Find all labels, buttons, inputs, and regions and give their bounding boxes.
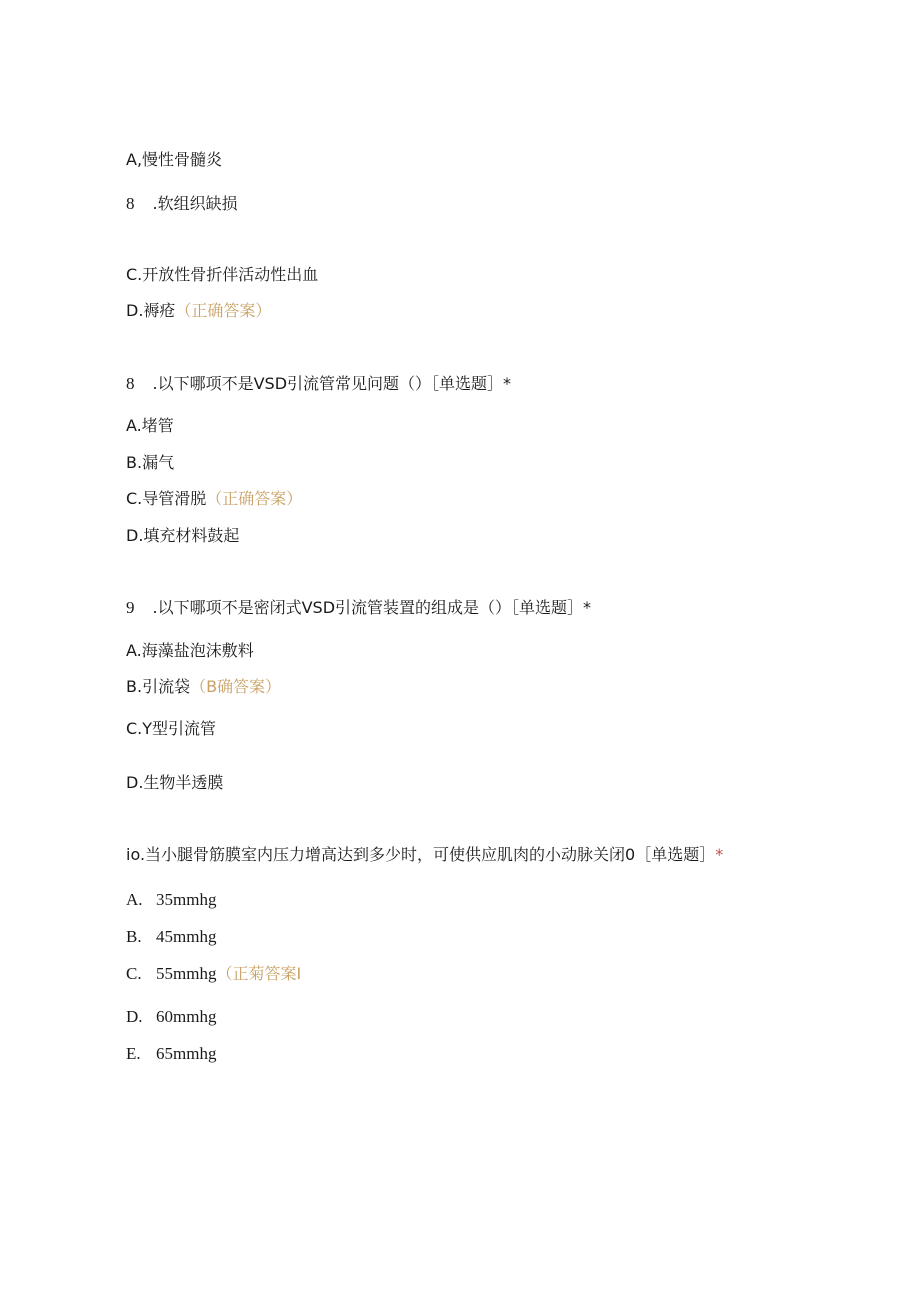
q8-option-b [126, 453, 174, 473]
q9-option-c [126, 719, 216, 739]
q7-option-c [126, 265, 318, 285]
correct-answer-mark: （正确答案） [175, 301, 272, 320]
option-label: B.引流袋 [126, 677, 191, 696]
q9-option-b [126, 677, 281, 697]
q9-option-d [126, 773, 223, 793]
q7-option-a [126, 150, 222, 170]
question-text: .以下哪项不是密闭式VSD引流管装置的组成是（）［单选题］ [152, 598, 584, 617]
option-number: 8 [126, 194, 135, 213]
option-value: 60mmhg [156, 1007, 217, 1026]
q8-option-c [126, 489, 302, 509]
option-label: D.褥疮 [126, 301, 176, 320]
question-number: 8 [126, 374, 135, 393]
q10-option-b [126, 927, 216, 947]
option-label: C.导管滑脱 [126, 489, 207, 508]
q10-option-c [126, 964, 301, 984]
option-letter: A. [126, 890, 143, 909]
q9-option-a [126, 641, 254, 661]
option-label: C.Y型引流管 [126, 719, 217, 738]
correct-answer-mark: （正确答案） [206, 489, 303, 508]
option-letter: E. [126, 1044, 141, 1063]
required-star: * [583, 598, 592, 617]
q10-stem [126, 845, 723, 865]
required-star: * [503, 374, 512, 393]
option-label: A.海藻盐泡沫敷料 [126, 641, 254, 660]
option-label: C.开放性骨折伴活动性出血 [126, 265, 319, 284]
option-value: 35mmhg [156, 890, 217, 909]
q10-option-d [126, 1007, 216, 1027]
option-label: D.填充材料鼓起 [126, 526, 240, 545]
option-label: A.堵管 [126, 416, 174, 435]
option-value: 65mmhg [156, 1044, 217, 1063]
option-label: B.漏气 [126, 453, 175, 472]
option-value: 55mmhg [156, 964, 217, 983]
correct-answer-mark: （B确答案） [190, 677, 282, 696]
q7-option-b [126, 194, 238, 214]
option-value: 45mmhg [156, 927, 217, 946]
q10-option-e [126, 1044, 216, 1064]
q8-stem [126, 374, 511, 394]
q10-option-a [126, 890, 216, 910]
option-letter: D. [126, 1007, 143, 1026]
q7-option-d [126, 301, 271, 321]
option-label: A,慢性骨髓炎 [126, 150, 223, 169]
option-label: .软组织缺损 [152, 194, 238, 213]
correct-answer-mark: （正菊答案I [216, 964, 302, 983]
question-text: .以下哪项不是VSD引流管常见问题（）［单选题］ [152, 374, 504, 393]
question-number: 9 [126, 598, 135, 617]
question-text: io.当小腿骨筋膜室内压力增高达到多少时，可使供应肌肉的小动脉关闭0［单选题］ [126, 845, 716, 864]
required-star: * [715, 845, 724, 864]
option-letter: B. [126, 927, 142, 946]
q9-stem [126, 598, 591, 618]
q8-option-d [126, 526, 239, 546]
q8-option-a [126, 416, 174, 436]
option-label: D.生物半透膜 [126, 773, 224, 792]
option-letter: C. [126, 964, 142, 983]
